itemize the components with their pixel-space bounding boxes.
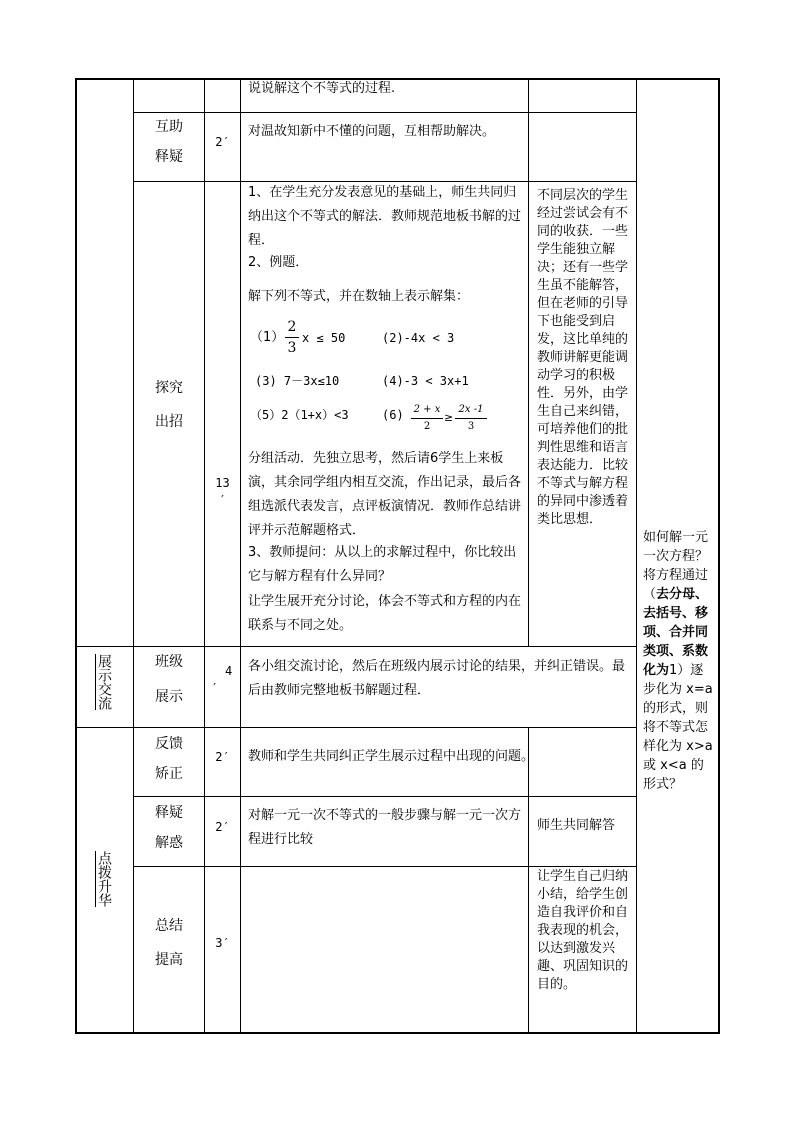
row-line-5: [133, 796, 636, 797]
right-column-text-2-bold: 去分母、去括号、移项、合并同类项、系数化为: [643, 587, 709, 678]
row5-sub-line1: 释疑: [155, 805, 183, 821]
row6-time: 3′: [215, 936, 230, 950]
row-line-6: [133, 866, 636, 867]
row2-paragraph-6: 让学生展开充分讨论，体会不等式和方程的内在联系与不同之处。: [248, 594, 522, 633]
col-line-stage: [133, 78, 134, 1034]
row2-paragraph-5: 3、教师提问：从以上的求解过程中，你比较出它与解方程有什么异同？: [248, 545, 517, 584]
row2-note: 不同层次的学生经过尝试会有不同的收获．一些学生能独立解决；还有一些学生虽不能解答，但在老师的引导下也能受到启发，这比单纯的教师讲解更能调动学习的积极性．另外，由学生自己来纠错，可培养他们的批判性思维和语言表达能力．比较不等式与解方程的异同中渗透着类比思想．: [537, 188, 629, 527]
row-line-1: [133, 112, 636, 113]
row2-time-number: 13: [215, 476, 230, 490]
exercise-6-denominator-right: 3: [467, 421, 475, 432]
row1-sub-line1: 互助: [155, 119, 183, 135]
row5-sub-line2: 解惑: [155, 835, 183, 851]
row5-content: 对解一元一次不等式的一般步骤与解一元一次方程进行比较: [248, 808, 522, 847]
row5-time: 2′: [215, 820, 230, 834]
exercise-1-fraction-bar: [285, 337, 299, 338]
table-border-left: [75, 78, 77, 1034]
exercise-1-denominator: 3: [287, 340, 297, 356]
exercise-6-denominator-left: 2: [423, 421, 431, 432]
exercise-1-fraction: [285, 318, 299, 358]
row1-time: 2′: [215, 135, 230, 149]
row3-content: 各小组交流讨论，然后在班级内展示讨论的结果，并纠正错误。最后由教师完整地板书解题过程．: [248, 659, 626, 698]
exercise-2: (2)-4x < 3: [382, 331, 455, 345]
exercise-6-fraction-right: [455, 403, 487, 437]
stage-display-exchange: 展示交流: [96, 654, 112, 710]
row1-sub-line2: 释疑: [155, 149, 183, 165]
exercise-1-prefix: （1）: [250, 330, 285, 345]
row4-content: 教师和学生共同纠正学生展示过程中出现的问题。: [248, 749, 535, 764]
row0-content: 说说解这个不等式的过程.: [248, 81, 396, 96]
row2-sub-line1: 探究: [155, 380, 183, 396]
exercise-6-bar-right: [455, 418, 487, 419]
exercise-1-numerator: 2: [287, 319, 297, 335]
row2-paragraph-2: 2、例题．: [248, 255, 309, 270]
exercise-5: （5）2（1+x）<3: [250, 408, 349, 422]
col-line-content-a: [528, 78, 529, 646]
exercise-3: (3) 7－3x≤10: [255, 374, 340, 388]
row2-paragraph-3: 解下列不等式，并在数轴上表示解集：: [248, 289, 470, 304]
row3-sub-line1: 班级: [155, 654, 183, 670]
exercise-6-numerator-right: 2x -1: [458, 404, 484, 415]
row3-time-number: 4: [225, 664, 233, 678]
table-border-bottom: [75, 1032, 719, 1034]
exercise-6-operator: ≥: [444, 411, 454, 424]
exercise-6-bar-left: [411, 418, 443, 419]
row4-time: 2′: [215, 750, 230, 764]
row6-sub-line2: 提高: [155, 952, 183, 968]
right-column-question: [643, 528, 713, 794]
row4-sub-line2: 矫正: [155, 766, 183, 782]
row3-sub-line2: 展示: [155, 689, 183, 705]
row4-sub-line1: 反馈: [155, 736, 183, 752]
col-line-sub: [204, 78, 205, 1034]
right-column-text-1: 如何解一元一次方程？将方程通过（: [643, 530, 709, 602]
exercise-6-prefix: (6): [382, 408, 404, 422]
row2-sub-line2: 出招: [155, 414, 183, 430]
exercise-6-numerator-left: 2 + x: [413, 404, 441, 415]
col-line-content-b: [528, 727, 529, 1034]
row1-content: 对温故知新中不懂的问题，互相帮助解决。: [248, 124, 496, 139]
row2-paragraph-4: 分组活动．先独立思考，然后请6学生上来板演，其余同学组内相互交流，作出记录，最后各组选派代表发言，点评板演情况．教师作总结讲评并示范解题格式．: [248, 451, 522, 538]
exercise-4: (4)-3 < 3x+1: [382, 374, 469, 388]
row3-time-unit: ′: [211, 681, 219, 695]
table-border-right: [718, 78, 720, 1034]
col-line-note: [636, 78, 637, 1034]
row2-time-unit: ′: [218, 493, 227, 507]
row6-note: 让学生自己归纳小结，给学生创造自我评价和自我表现的机会，以达到激发兴趣、巩固知识的目的。: [537, 869, 629, 992]
row6-sub-line1: 总结: [155, 918, 183, 934]
exercise-6-fraction-left: [411, 403, 443, 437]
row2-paragraph-1: 1、在学生充分发表意见的基础上，师生共同归纳出这个不等式的解法．教师规范地板书解的过程．: [248, 185, 522, 248]
right-column-text-3: 1）逐步化为 x=a 的形式，则将不等式怎样化为 x>a 或 x<a 的形式？: [643, 663, 713, 792]
col-line-time: [240, 78, 241, 1034]
exercise-1-rest: x ≤ 50: [302, 331, 346, 345]
stage-guidance-sublimation: 点拨升华: [96, 851, 112, 907]
row5-note: 师生共同解答: [537, 818, 616, 833]
